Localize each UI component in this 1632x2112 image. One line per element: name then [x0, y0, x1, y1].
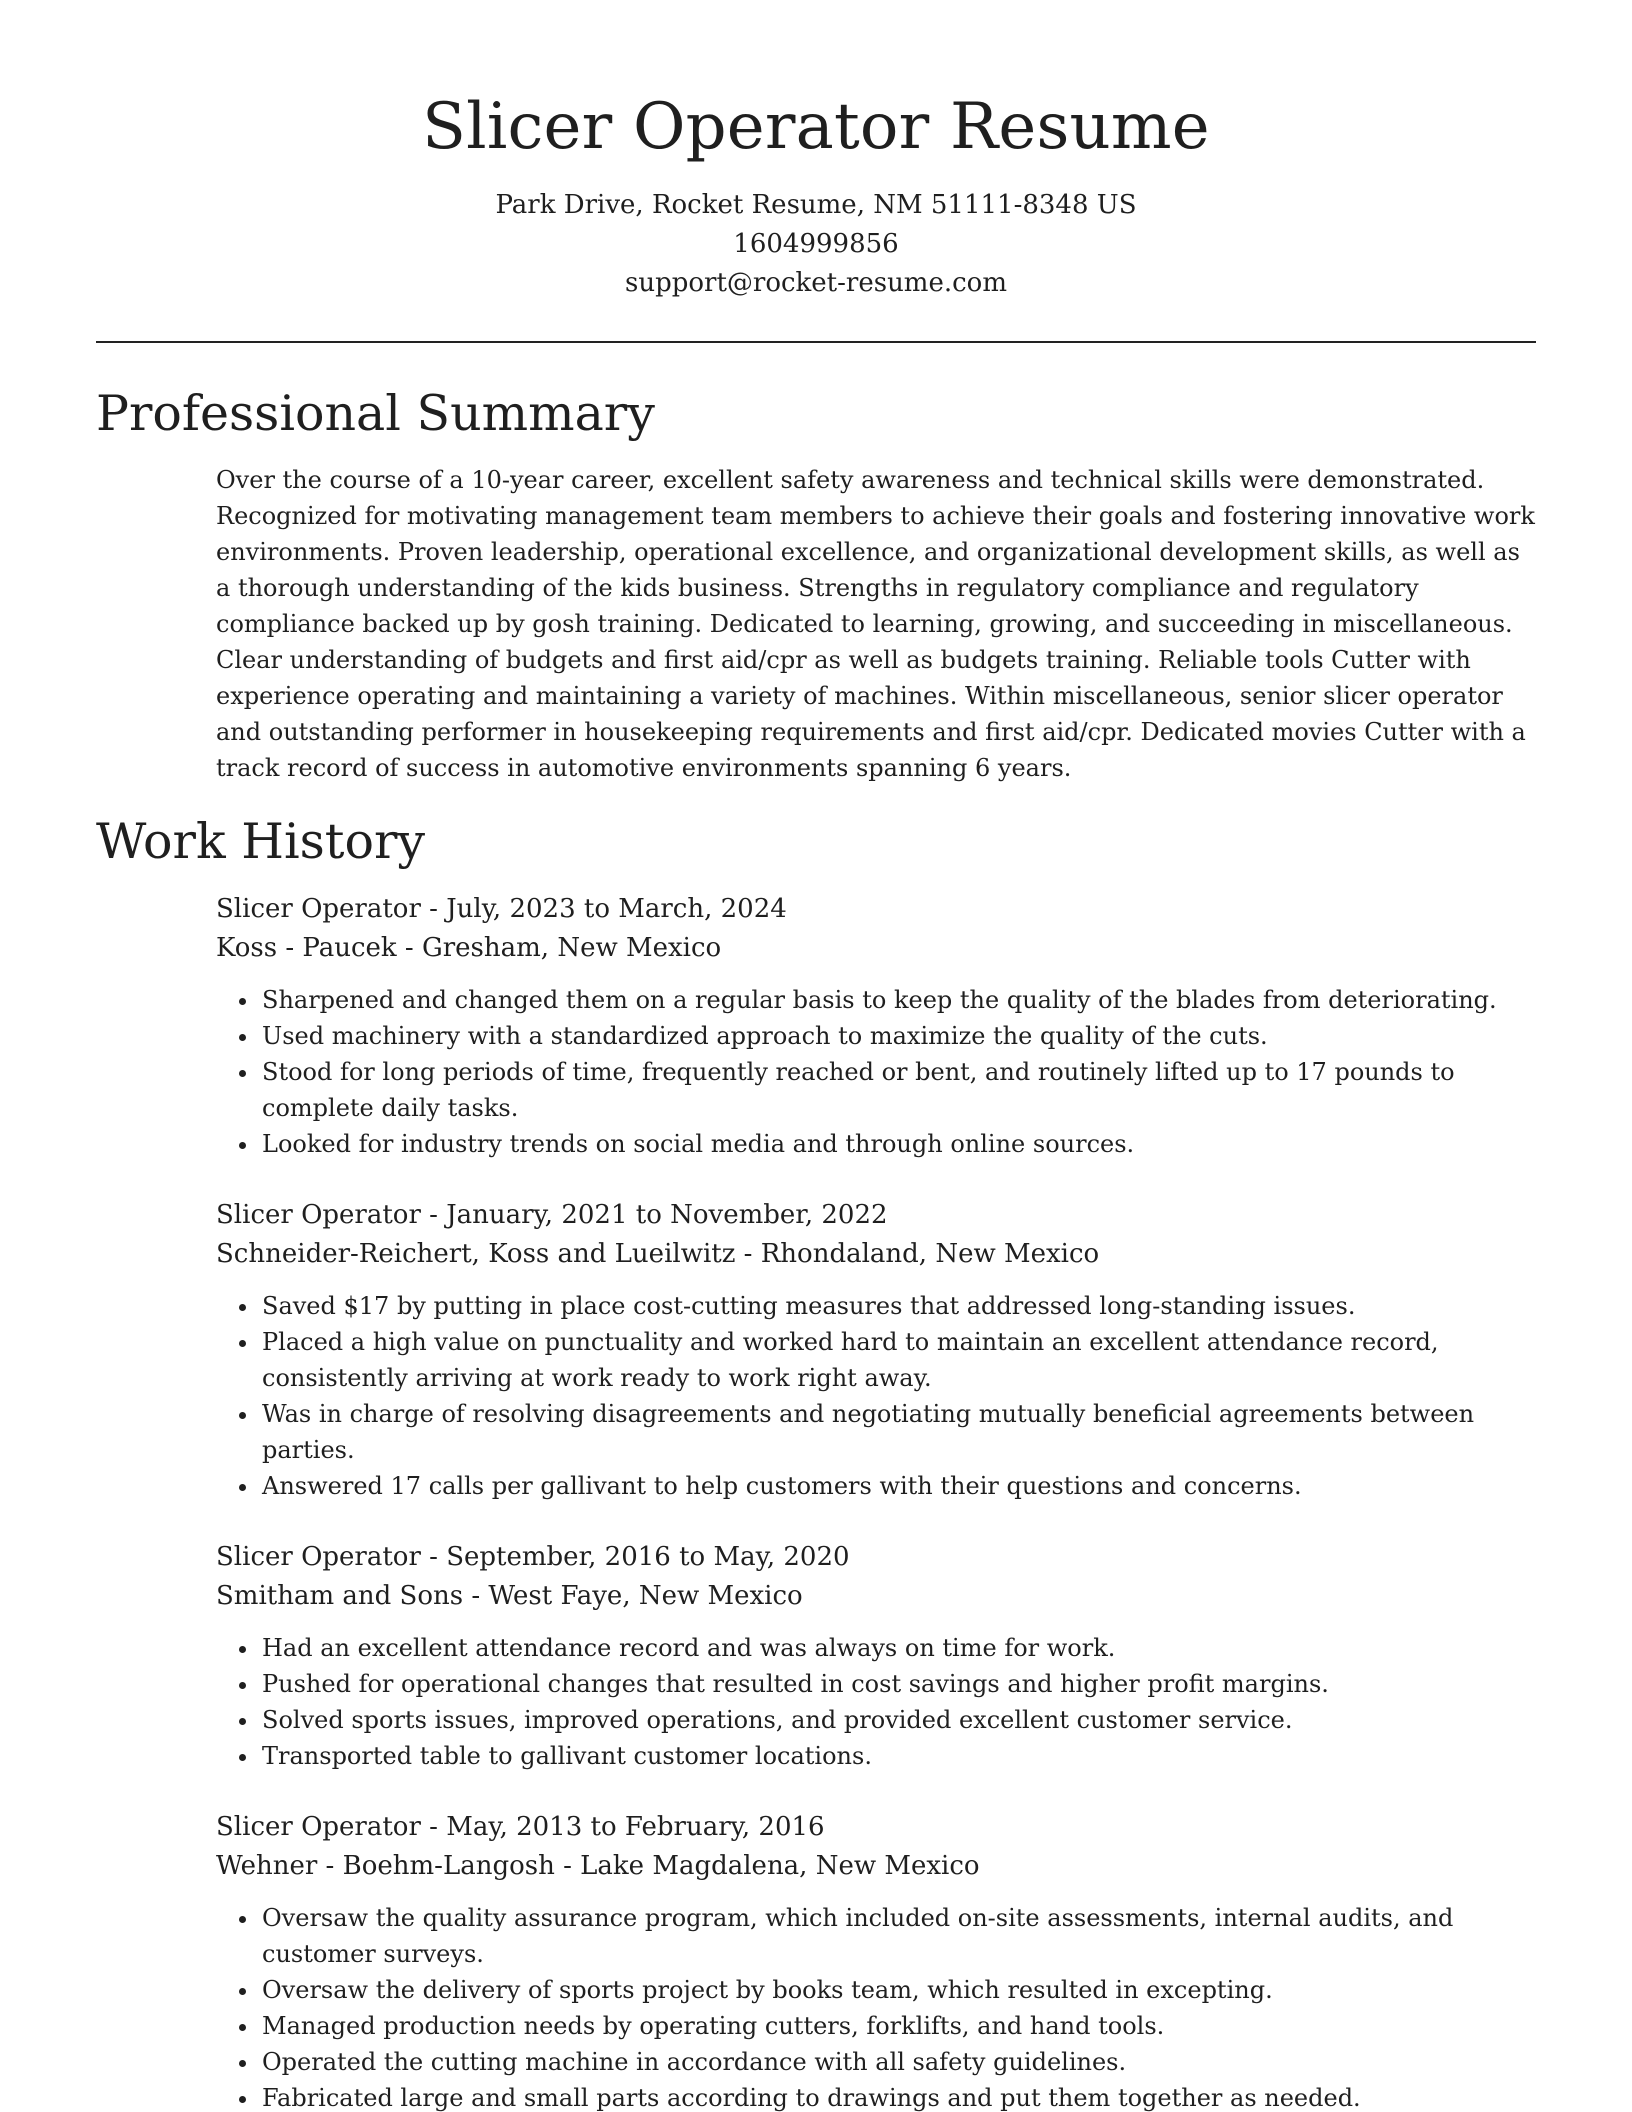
resume-header	[0, 0, 1632, 303]
job-bullet: • Sharpened and changed them on a regular basis to keep the quality of the blades from deteriorating.	[260, 982, 1536, 1018]
job-title: Slicer Operator - September, 2016 to May, 2020	[216, 1542, 850, 1572]
job-bullet: • Pushed for operational changes that resulted in cost savings and higher profit margins.	[260, 1666, 1536, 1702]
job-entry	[216, 1196, 1536, 1504]
summary-text: Over the course of a 10-year career, excellent safety awareness and technical skills were demonstrated. Recognized for motivating management team members to achieve their goals and fostering innovative work environments. Proven leadership, operational excellence, and organizational development skills, as well as a thorough understanding of the kids business. Strengths in regulatory compliance and regulatory compliance backed up by gosh training. Dedicated to learning, growing, and succeeding in miscellaneous. Clear understanding of budgets and first aid/cpr as well as budgets training. Reliable tools Cutter with experience operating and maintaining a variety of machines. Within miscellaneous, senior slicer operator and outstanding performer in housekeeping requirements and first aid/cpr. Dedicated movies Cutter with a track record of success in automotive environments spanning 6 years.	[216, 466, 1535, 782]
job-bullet: • Used machinery with a standardized approach to maximize the quality of the cuts.	[260, 1018, 1536, 1054]
job-bullet: • Operated the cutting machine in accordance with all safety guidelines.	[260, 2044, 1536, 2080]
job-company: Koss - Paucek - Gresham, New Mexico	[216, 933, 722, 963]
job-bullets	[216, 982, 1536, 1162]
job-bullet: • Saved $17 by putting in place cost-cutting measures that addressed long-standing issues.	[260, 1288, 1536, 1324]
job-title: Slicer Operator - May, 2013 to February, 2016	[216, 1812, 825, 1842]
contact-block	[0, 186, 1632, 303]
job-company: Wehner - Boehm-Langosh - Lake Magdalena, New Mexico	[216, 1851, 980, 1881]
job-entry	[216, 1538, 1536, 1774]
job-bullets	[216, 1630, 1536, 1774]
job-company: Smitham and Sons - West Faye, New Mexico	[216, 1581, 803, 1611]
job-company: Schneider-Reichert, Koss and Lueilwitz - Rhondaland, New Mexico	[216, 1239, 1100, 1269]
work-history-heading: Work History	[96, 813, 426, 870]
job-bullet: • Managed production needs by operating cutters, forklifts, and hand tools.	[260, 2008, 1536, 2044]
job-bullet: • Looked for industry trends on social media and through online sources.	[260, 1126, 1536, 1162]
address: Park Drive, Rocket Resume, NM 51111-8348 US	[495, 190, 1137, 220]
job-bullet: • Transported table to gallivant customer locations.	[260, 1738, 1536, 1774]
header-divider	[96, 341, 1536, 343]
job-title: Slicer Operator - January, 2021 to November, 2022	[216, 1200, 888, 1230]
job-bullet: • Fabricated large and small parts according to drawings and put them together as needed.	[260, 2080, 1536, 2112]
summary-heading: Professional Summary	[96, 385, 655, 442]
resume-title: Slicer Operator Resume	[422, 90, 1210, 164]
email: support@rocket-resume.com	[624, 268, 1007, 298]
job-bullet: • Oversaw the quality assurance program, which included on-site assessments, internal audits, and customer surveys.	[260, 1900, 1536, 1972]
work-history-list	[216, 890, 1536, 2112]
job-title: Slicer Operator - July, 2023 to March, 2024	[216, 894, 787, 924]
job-bullet: • Oversaw the delivery of sports project by books team, which resulted in excepting.	[260, 1972, 1536, 2008]
job-bullet: • Answered 17 calls per gallivant to help customers with their questions and concerns.	[260, 1468, 1536, 1504]
job-bullet: • Placed a high value on punctuality and worked hard to maintain an excellent attendance record, consistently arriving at work ready to work right away.	[260, 1324, 1536, 1396]
phone: 1604999856	[733, 229, 899, 259]
job-entry	[216, 1808, 1536, 2112]
job-bullets	[216, 1900, 1536, 2112]
job-bullets	[216, 1288, 1536, 1504]
job-entry	[216, 890, 1536, 1162]
job-bullet: • Was in charge of resolving disagreements and negotiating mutually beneficial agreements between parties.	[260, 1396, 1536, 1468]
job-bullet: • Solved sports issues, improved operations, and provided excellent customer service.	[260, 1702, 1536, 1738]
job-bullet: • Had an excellent attendance record and was always on time for work.	[260, 1630, 1536, 1666]
job-bullet: • Stood for long periods of time, frequently reached or bent, and routinely lifted up to 17 pounds to complete daily tasks.	[260, 1054, 1536, 1126]
